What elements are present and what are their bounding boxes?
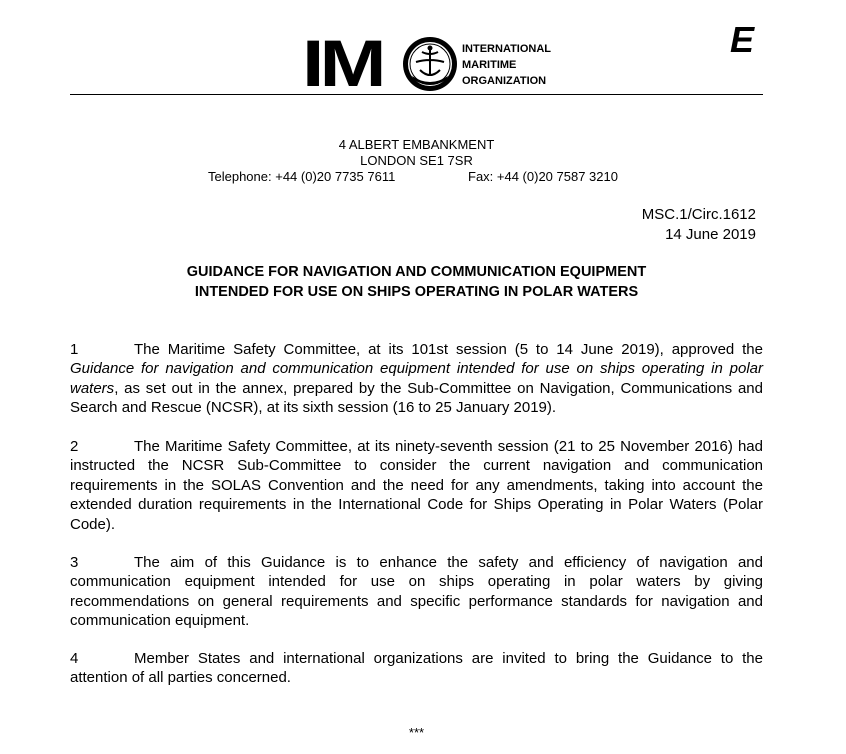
language-mark: E xyxy=(730,19,755,60)
org-name-line: MARITIME xyxy=(462,59,517,71)
paragraph-1 xyxy=(70,340,763,418)
paragraph-number: 4 xyxy=(70,650,79,667)
address-city: LONDON SE1 7SR xyxy=(360,153,473,168)
header-divider xyxy=(70,94,763,95)
paragraph-number: 2 xyxy=(70,438,79,455)
telephone-number: Telephone: +44 (0)20 7735 7611 xyxy=(208,169,396,184)
paragraph-number: 1 xyxy=(70,341,79,358)
document-title-line: INTENDED FOR USE ON SHIPS OPERATING IN POLAR WATERS xyxy=(194,284,639,300)
end-separator: *** xyxy=(408,725,425,740)
letterhead xyxy=(70,19,763,100)
organization-name xyxy=(462,41,551,89)
imo-emblem-icon xyxy=(402,36,458,92)
paragraph-text: The aim of this Guidance is to enhance the safety and efficiency of navigation and communication equipment intended for use on ships operating in polar waters by giving recommendations on general requirements and specific performance standards for navigation and communication equipment. xyxy=(70,554,763,630)
circular-reference: MSC.1/Circ.1612 xyxy=(641,206,756,223)
org-name-line: INTERNATIONAL xyxy=(462,43,552,55)
circular-date: 14 June 2019 xyxy=(665,226,756,243)
paragraph-text: The Maritime Safety Committee, at its ninety-seventh session (21 to 25 November 2016) had instructed the NCSR Sub-Committee to consider the current navigation and communication requirements in the SOLAS Convention and the need for any amendments, taking into account the extended duration requirements in the International Code for Ships Operating in Polar Waters (Polar Code). xyxy=(70,438,763,533)
fax-number: Fax: +44 (0)20 7587 3210 xyxy=(468,169,618,184)
paragraph-4 xyxy=(70,649,763,688)
paragraph-text: The Maritime Safety Committee, at its 101st session (5 to 14 June 2019), approved the xyxy=(134,341,763,358)
address-street: 4 ALBERT EMBANKMENT xyxy=(338,137,495,152)
org-name-line: ORGANIZATION xyxy=(462,75,547,87)
paragraph-text: , as set out in the annex, prepared by the Sub-Committee on Navigation, Communications and Search and Rescue (NCSR), at its sixth session (16 to 25 January 2019). xyxy=(70,379,763,417)
paragraph-number: 3 xyxy=(70,554,79,571)
document-title-line: GUIDANCE FOR NAVIGATION AND COMMUNICATION EQUIPMENT xyxy=(186,264,647,280)
paragraph-3 xyxy=(70,553,763,631)
logo-letters: IM xyxy=(302,26,382,100)
guidance-title-italic: Guidance for navigation and communication equipment intended for use on ships operating in polar waters xyxy=(70,360,763,397)
paragraph-text: Member States and international organizations are invited to bring the Guidance to the attention of all parties concerned. xyxy=(70,650,763,687)
paragraph-2 xyxy=(70,437,763,534)
